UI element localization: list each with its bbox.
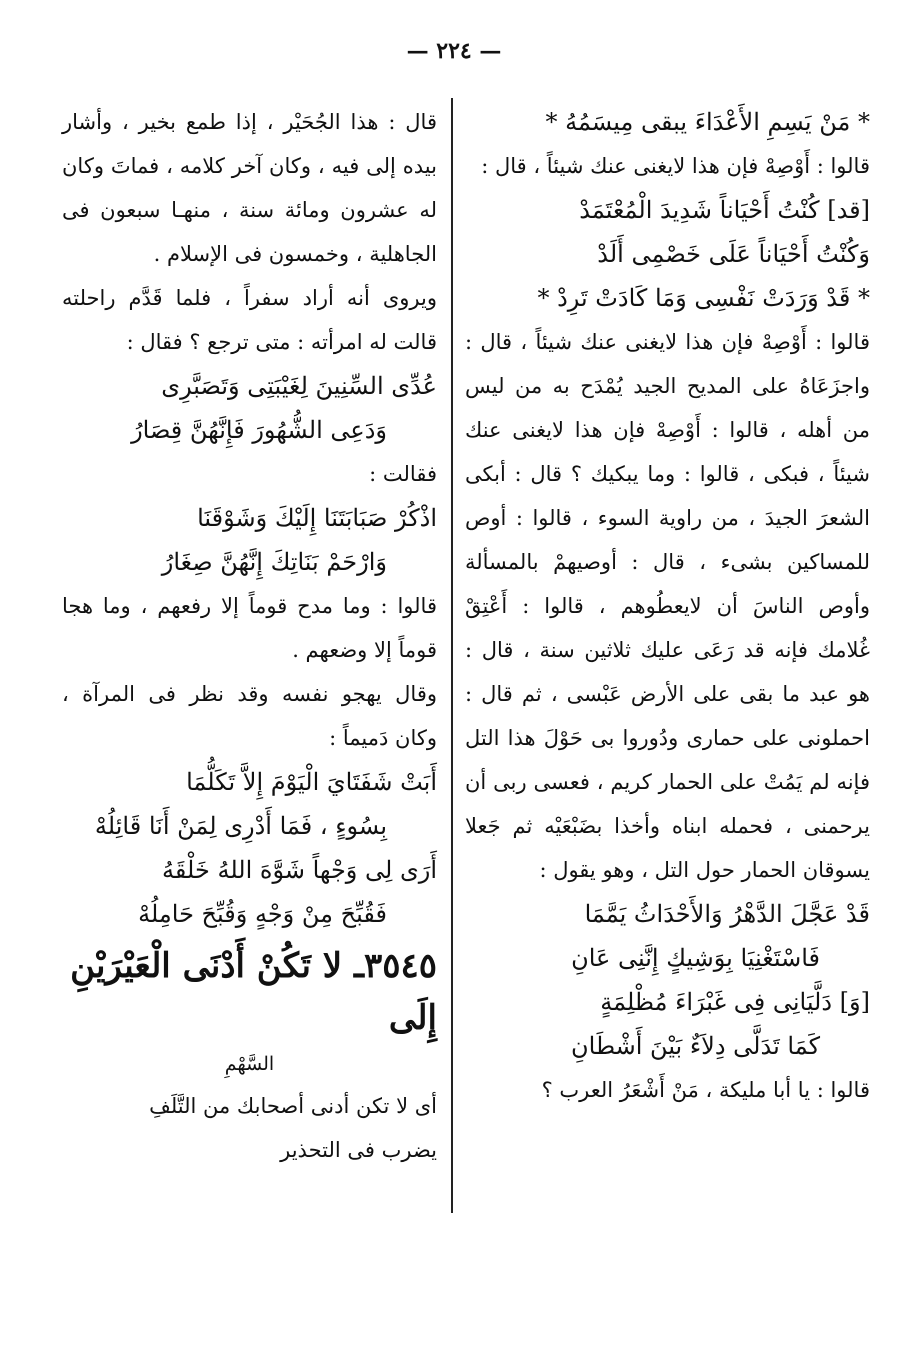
verse-line: قَدْ عَجَّلَ الدَّهْرُ وَالأَحْدَاثُ يَمَّمَا — [584, 900, 870, 928]
paragraph: قالوا : أَوْصِهْ فإن هذا لايغنى عنك شيئاً ، قال : واجزَعَاهُ على المديح الجيد يُمْدَح به من ليس من أهله ، قالوا : أَوْصِهْ فإن هذا لايغنى عنك شيئاً ، فبكى ، قالوا : وما يبكيك ؟ قال : أبكى الشعرَ الجيدَ ، من راوية السوء ، قالوا : أوص للمساكين بشىء ، قال : أوصيهمْ بالمسألة وأوص الناسَ أن لايعطُوهم ، قالوا : أَعْتِقْ غُلامك فإنه قد رَعَى عليك ثلاثين سنة ، قال : هو عبد ما بقى على الأرض عَبْسى ، ثم قال : احملونى على حمارى ودُوروا بى حَوْلَ هذا التل فإنه لم يَمُتْ على الحمار كريم ، فعسى ربى أن يرحمنى ، فحمله ابناه وأخذا بضَبْعَيْه ثم جَعلا يسوقان الحمار حول التل ، وهو يقول : — [465, 330, 870, 882]
verse-line: وَدَعِى الشُّهُورَ فَإِنَّهُنَّ قِصَارُ — [131, 416, 387, 444]
paragraph: قالوا : أَوْصِهْ فإن هذا لايغنى عنك شيئاً ، قال : — [481, 154, 870, 178]
verse-line: اذْكُرْ صَبَابَتَنَا إِلَيْكَ وَشَوْقَنَا — [197, 504, 437, 532]
left-column — [62, 100, 437, 1172]
paragraph: قالوا : وما مدح قوماً إلا رفعهم ، وما هجا قوماً إلا وضعهم . — [62, 594, 437, 662]
paragraph: يضرب فى التحذير — [280, 1138, 437, 1162]
verse-line: * قَدْ وَرَدَتْ نَفْسِى وَمَا كَادَتْ تَرِدْ * — [537, 284, 870, 312]
heading-continuation: السَّهْمِ — [224, 1053, 275, 1075]
right-column — [465, 100, 870, 1112]
paragraph: أى لا تكن أدنى أصحابك من التَّلَفِ — [149, 1094, 437, 1118]
verse-line: فَاسْتَغْنِيَا بِوَشِيكٍ إِنَّنِى عَانِ — [571, 944, 820, 972]
paragraph: ويروى أنه أراد سفراً ، فلما قَدَّم راحلته قالت له امرأته : متى ترجع ؟ فقال : — [62, 286, 437, 354]
verse-line: أَبَتْ شَفَتَايَ الْيَوْمَ إِلاَّ تَكَلُّمَا — [186, 768, 437, 796]
page-number: — ٢٢٤ — — [406, 38, 502, 64]
verse-line: [قد] كُنْتُ أَحْيَاناً شَدِيدَ الْمُعْتَمَدْ — [579, 196, 870, 224]
verse-line: * مَنْ يَسِمِ الأَعْدَاءَ يبقى مِيسَمُهُ * — [545, 108, 870, 136]
column-divider — [451, 98, 453, 1213]
verse-line: وَارْحَمْ بَنَاتِكَ إِنَّهُنَّ صِغَارُ — [161, 548, 387, 576]
verse-line: وَكُنْتُ أَحْيَاناً عَلَى خَصْمِى أَلَدْ — [597, 240, 870, 268]
verse-line: [وَ] دَلَّيَانِى فِى غَبْرَاءَ مُظْلِمَةٍ — [600, 988, 870, 1016]
verse-line: بِسُوءٍ ، فَمَا أَدْرِى لِمَنْ أَنَا قَائِلُهْ — [94, 812, 387, 840]
verse-line: أَرَى لِى وَجْهاً شَوَّهَ اللهُ خَلْقَهُ — [162, 856, 437, 884]
verse-line: عُدِّى السِّنِينَ لِغَيْبَتِى وَتَصَبَّرِى — [161, 372, 437, 400]
paragraph: قالوا : يا أبا مليكة ، مَنْ أَشْعَرُ العرب ؟ — [541, 1078, 870, 1102]
paragraph: قال : هذا الجُحَيْر ، إذا طمع بخير ، وأشار بيده إلى فيه ، وكان آخر كلامه ، فماتَ وكان له عشرون ومائة سنة ، منهـا سبعون فى الجاهلية ، وخمسون فى الإسلام . — [62, 110, 437, 266]
verse-line: فَقُبِّحَ مِنْ وَجْهٍ وَقُبِّحَ حَامِلُهْ — [138, 900, 387, 928]
paragraph: فقالت : — [369, 462, 437, 486]
paragraph: وقال يهجو نفسه وقد نظر فى المرآة ، وكان دَميماً : — [62, 682, 437, 750]
proverb-heading: ٣٥٤٥ـ لا تَكُنْ أَدْنَى الْعَيْرَيْنِ إِلَى — [70, 946, 437, 1038]
verse-line: كَمَا تَدَلَّى دِلاَءٌ بَيْنَ أَشْطَانِ — [571, 1032, 820, 1060]
